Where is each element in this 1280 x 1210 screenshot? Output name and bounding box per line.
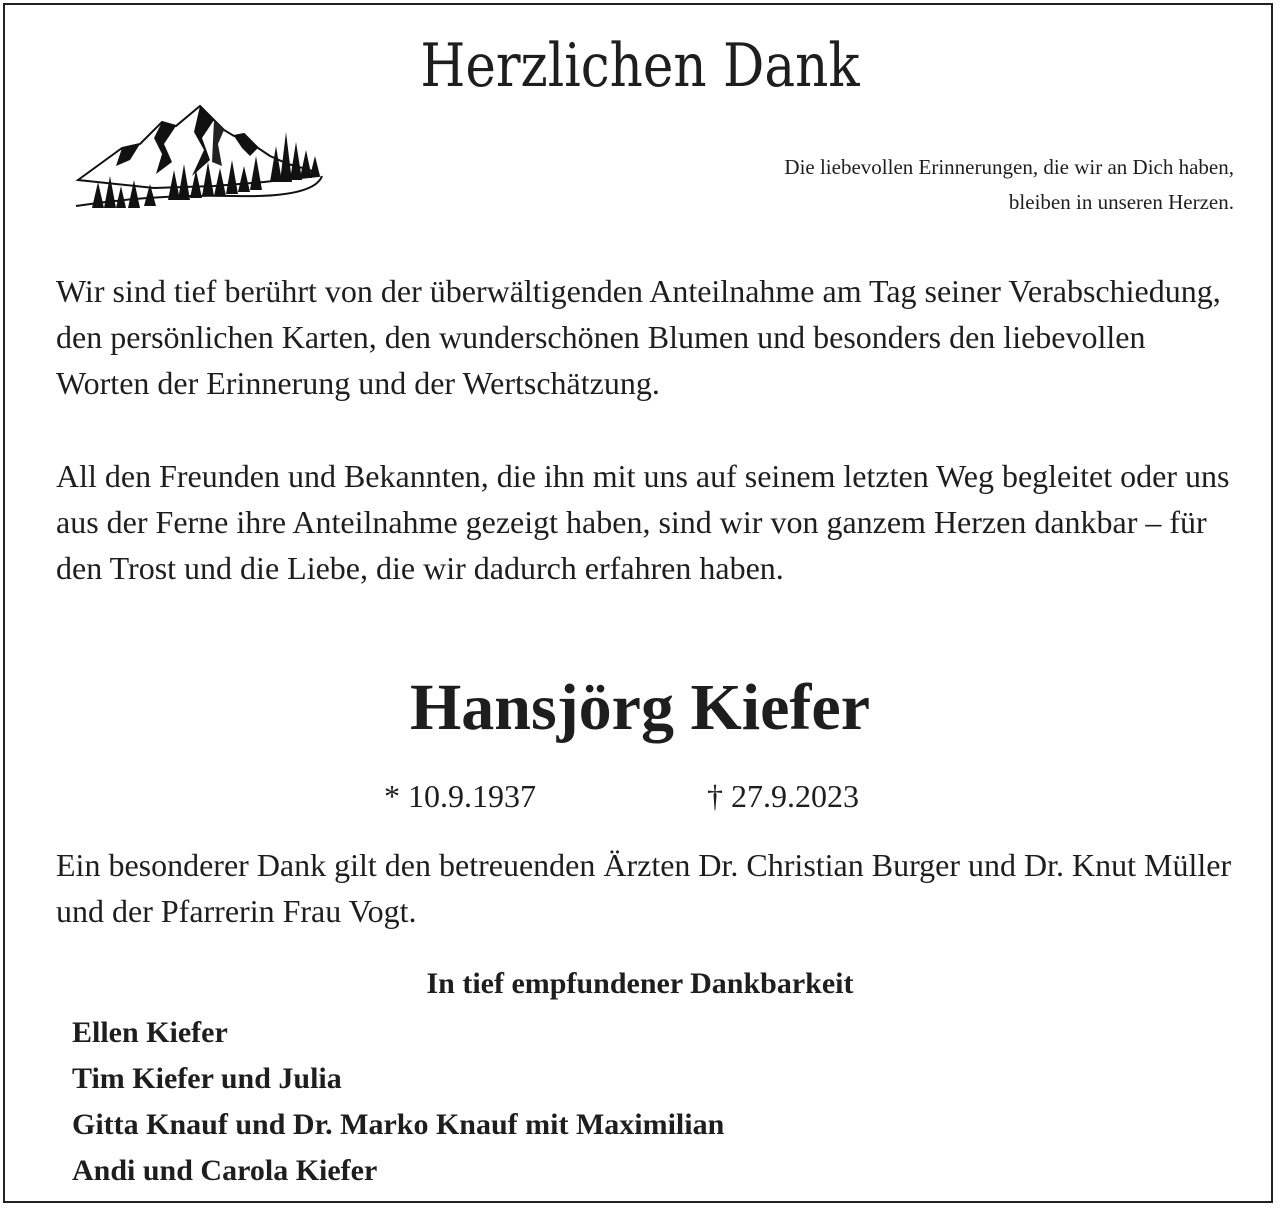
mountain-landscape-icon	[64, 96, 329, 222]
thanks-paragraph-3: Ein besonderer Dank gilt den betreuenden Ärzten Dr. Christian Burger und Dr. Knut Müller und der Pfarrerin Frau Vogt.	[56, 847, 1232, 929]
thanks-paragraph-1: Wir sind tief berührt von der überwältigenden Anteilnahme am Tag seiner Verabschiedung, den persönlichen Karten, den wunderschönen Blumen und besonders den liebevollen Worten der Erinnerung und der Wertschätzung.	[56, 273, 1221, 401]
memorial-quote	[784, 150, 1234, 220]
page-title: Herzlichen Dank	[420, 31, 860, 101]
deceased-name: Hansjörg Kiefer	[409, 671, 871, 744]
signer-item: Andi und Carola Kiefer	[72, 1154, 378, 1187]
signer-item: Gitta Knauf und Dr. Marko Knauf mit Maximilian	[72, 1108, 725, 1141]
quote-line-2: bleiben in unseren Herzen.	[1008, 190, 1234, 214]
birth-date: * 10.9.1937	[384, 778, 536, 814]
closing-line: In tief empfundener Dankbarkeit	[426, 967, 854, 1000]
signer-item: Tim Kiefer und Julia	[72, 1062, 342, 1095]
quote-line-1: Die liebevollen Erinnerungen, die wir an Dich haben,	[784, 155, 1234, 179]
thanks-paragraph-2: All den Freunden und Bekannten, die ihn mit uns auf seinem letzten Weg begleitet oder uns aus der Ferne ihre Anteilnahme gezeigt haben, sind wir von ganzem Herzen dankbar – für den Trost und die Liebe, die wir dadurch erfahren haben.	[56, 458, 1230, 586]
signers-list	[72, 1010, 724, 1194]
death-date: † 27.9.2023	[707, 778, 859, 814]
signer-item: Ellen Kiefer	[72, 1016, 228, 1049]
